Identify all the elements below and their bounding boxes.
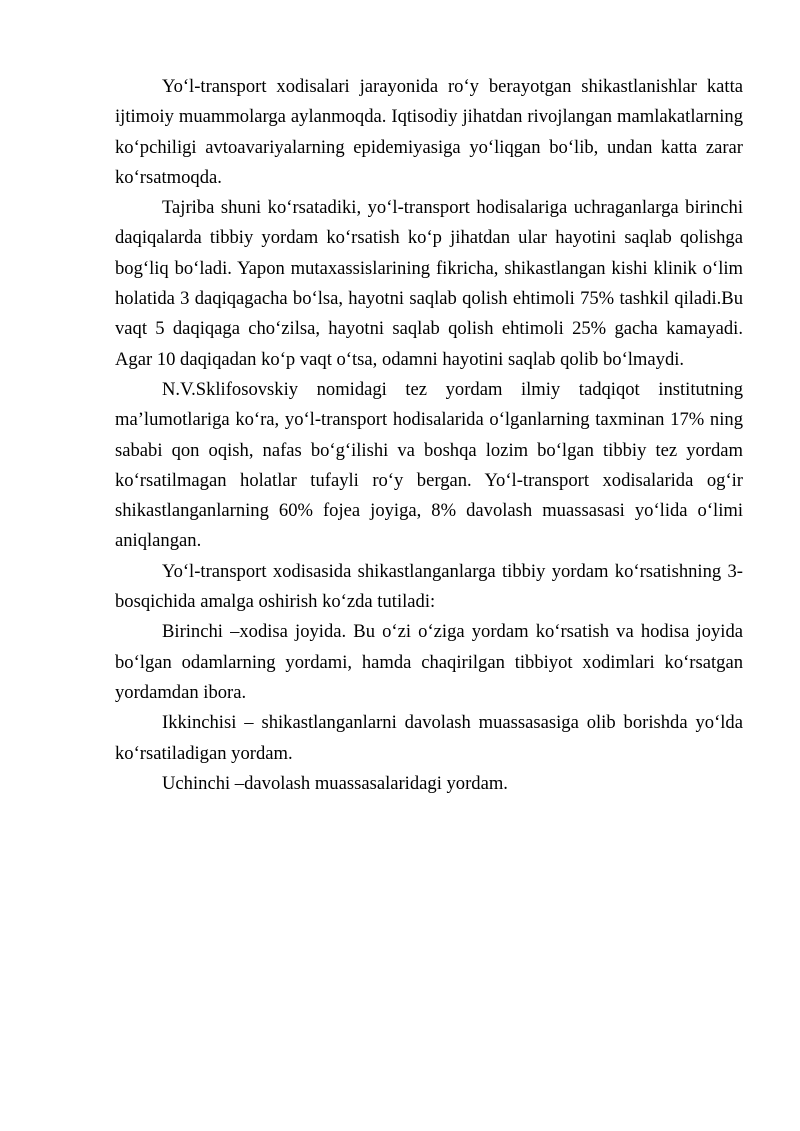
paragraph-intro: Yo‘l-transport xodisalari jarayonida ro‘y berayotgan shikastlanishlar katta ijtimoiy muammolarga aylanmoqda. Iqtisodiy jihatdan rivojlangan mamlakatlarning ko‘pchiligi avtoavariyalarning epidemiyasiga yo‘liqgan bo‘lib, undan katta zarar ko‘rsatmoqda.	[115, 76, 743, 188]
paragraph-stage-three: Uchinchi –davolash muassasalaridagi yordam.	[162, 772, 508, 794]
paragraph-stages-intro: Yo‘l-transport xodisasida shikastlanganlarga tibbiy yordam ko‘rsatishning 3-bosqichida amalga oshirish ko‘zda tutiladi:	[115, 560, 743, 613]
paragraph-institute-data: N.V.Sklifosovskiy nomidagi tez yordam ilmiy tadqiqot institutning ma’lumotlariga ko‘ra, yo‘l-transport hodisalarida o‘lganlarning taxminan 17% ning sababi qon oqish, nafas bo‘g‘ilishi va boshqa lozim bo‘lgan tibbiy tez yordam ko‘rsatilmagan holatlar tufayli ro‘y bergan. Yo‘l-transport xodisalarida og‘ir shikastlanganlarning 60% fojea joyiga, 8% davolash muassasasi yo‘lida o‘limi aniqlangan.	[115, 378, 743, 552]
paragraph-stage-two: Ikkinchisi – shikastlanganlarni davolash muassasasiga olib borishda yo‘lda ko‘rsatiladigan yordam.	[115, 712, 743, 764]
paragraph-stage-one: Birinchi –xodisa joyida. Bu o‘zi o‘ziga yordam ko‘rsatish va hodisa joyida bo‘lgan odamlarning yordami, hamda chaqirilgan tibbiyot xodimlari ko‘rsatgan yordamdan ibora.	[115, 621, 743, 703]
paragraph-experience: Tajriba shuni ko‘rsatadiki, yo‘l-transport hodisalariga uchraganlarga birinchi daqiqalarda tibbiy yordam ko‘rsatish ko‘p jihatdan ular hayotini saqlab qolishga bog‘liq bo‘ladi. Yapon mutaxassislarining fikricha, shikastlangan kishi klinik o‘lim holatida 3 daqiqagacha bo‘lsa, hayotni saqlab qolish ehtimoli 75% tashkil qiladi.Bu vaqt 5 daqiqaga cho‘zilsa, hayotni saqlab qolish ehtimoli 25% gacha kamayadi. Agar 10 daqiqadan ko‘p vaqt o‘tsa, odamni hayotini saqlab qolib bo‘lmaydi.	[115, 197, 743, 370]
document-page	[115, 72, 743, 799]
